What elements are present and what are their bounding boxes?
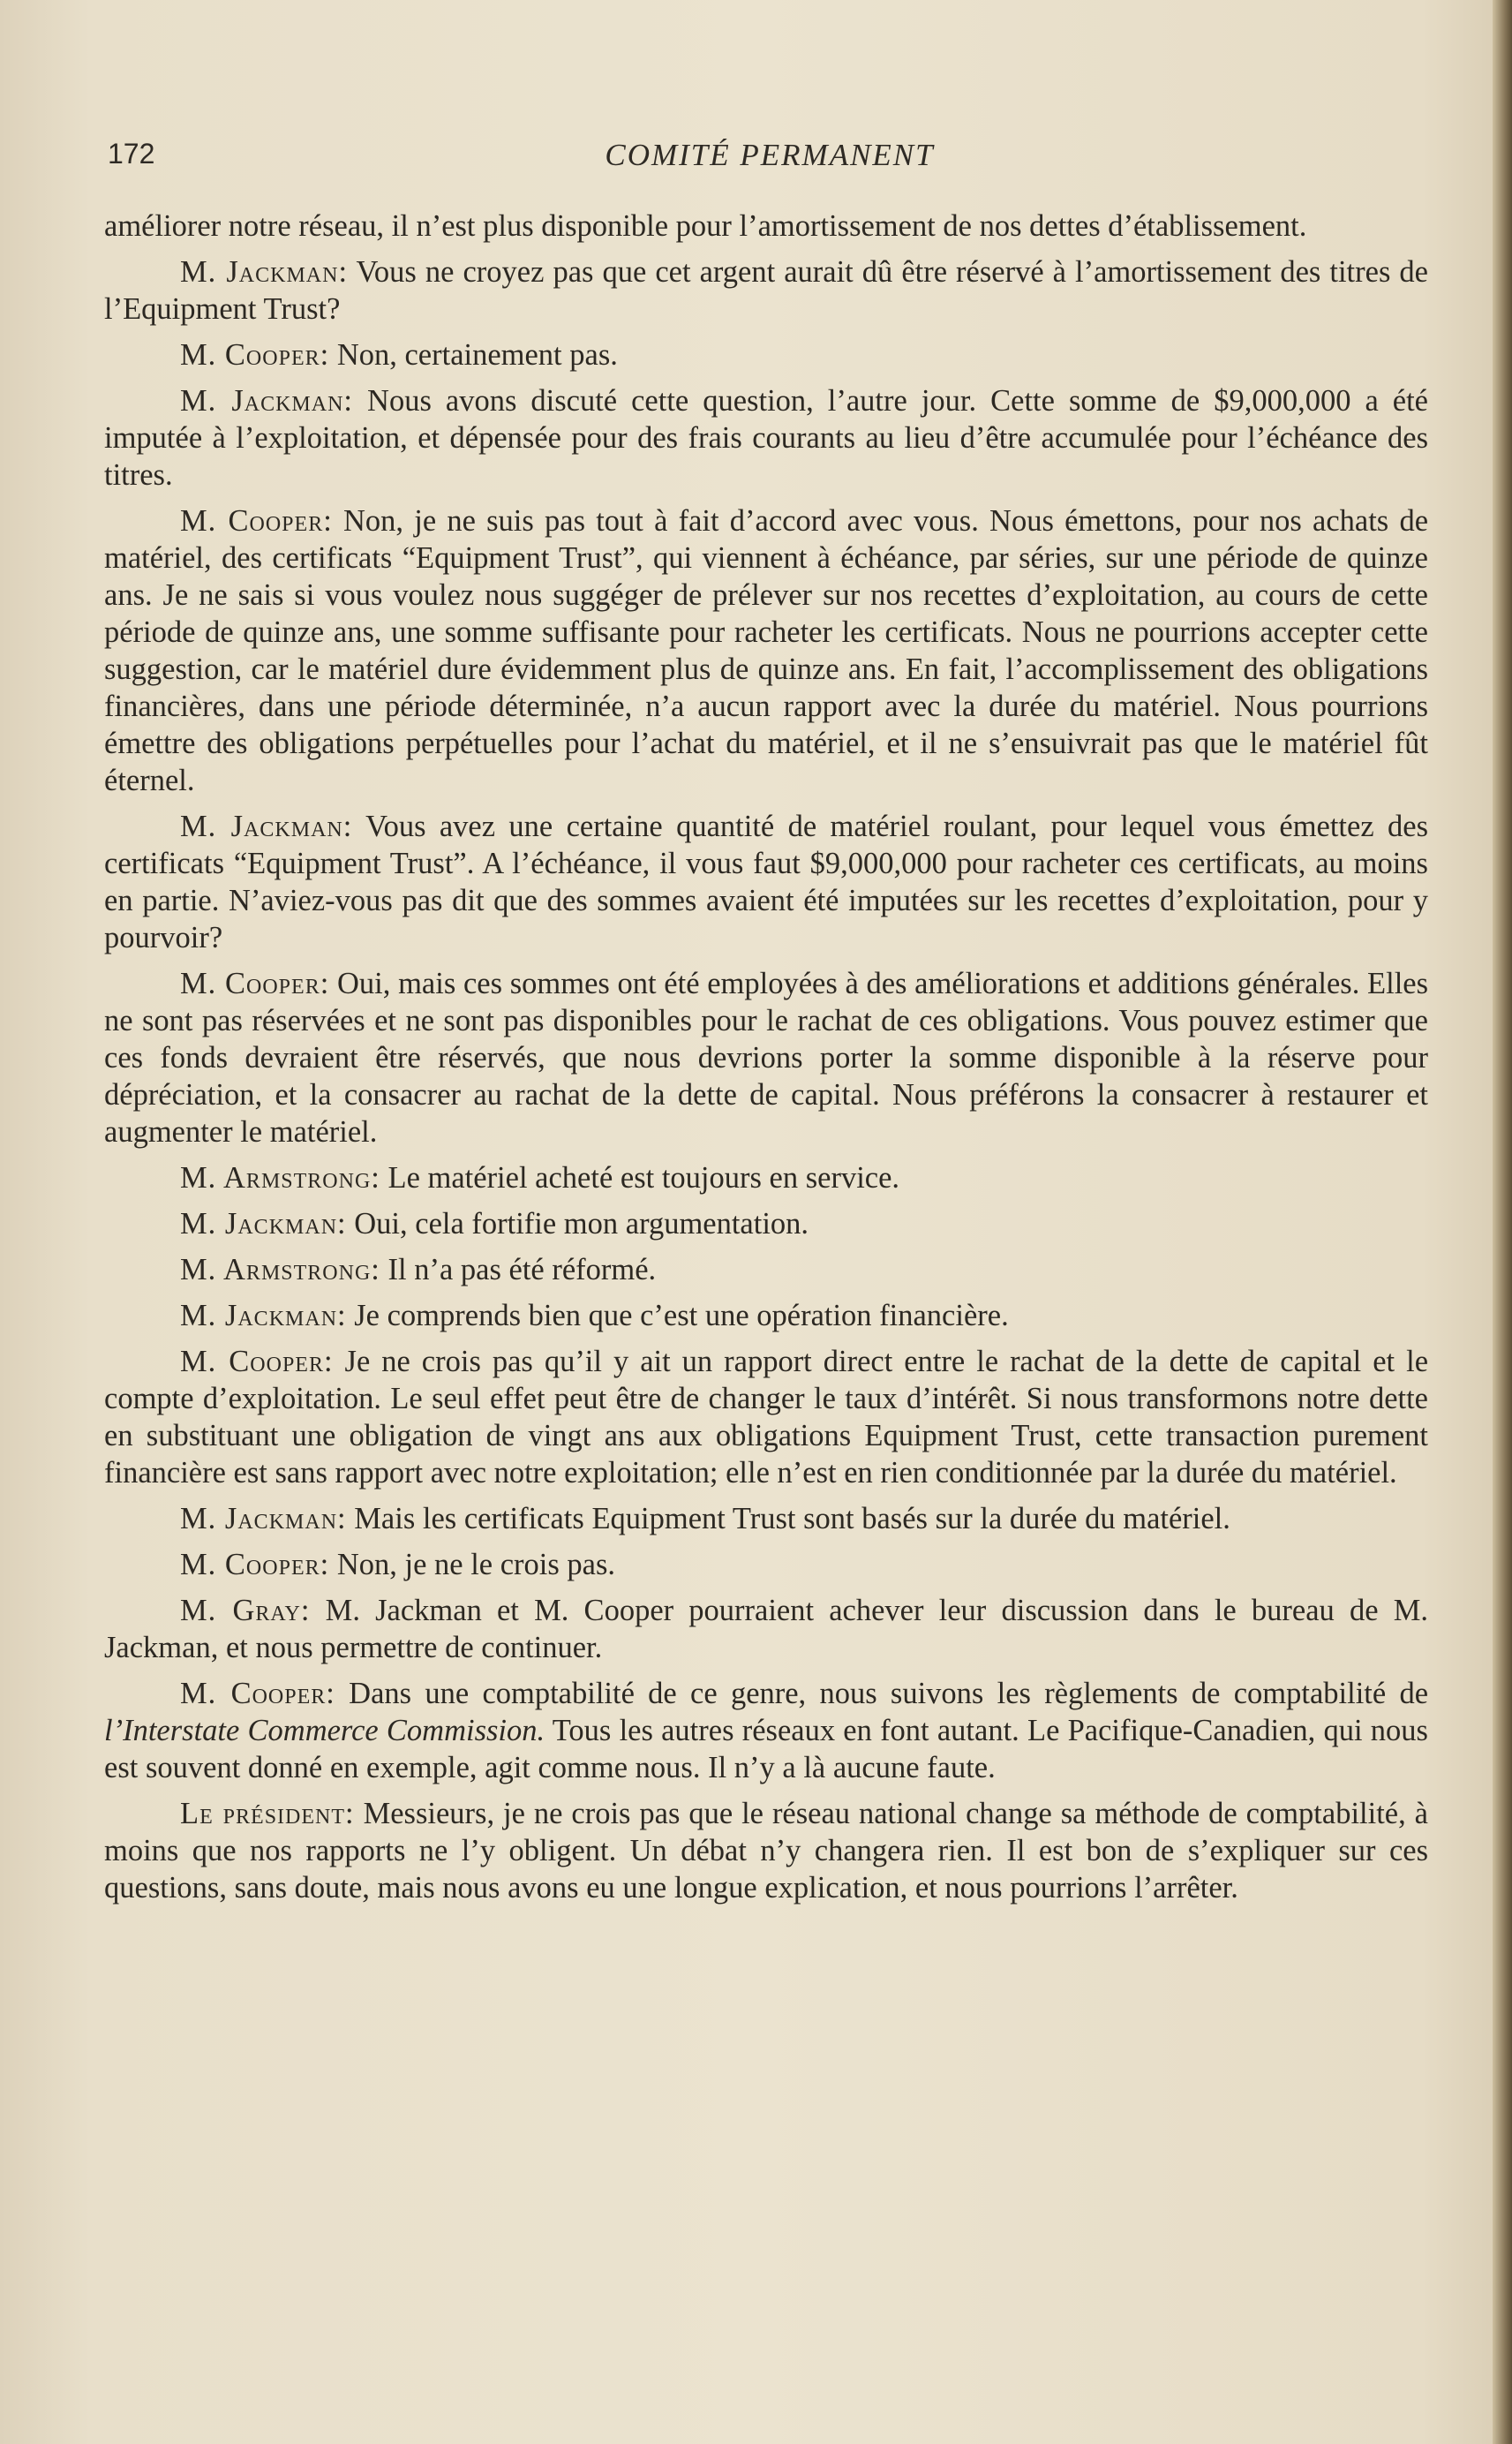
speaker-name: M. Cooper:: [180, 338, 330, 372]
page-number: 172: [108, 138, 155, 170]
paragraph: [104, 1592, 1428, 1666]
speaker-name: M. Armstrong:: [180, 1253, 380, 1286]
speaker-name: M. Cooper:: [180, 504, 333, 538]
speaker-name: M. Jackman:: [180, 1299, 347, 1332]
running-head: COMITÉ PERMANENT: [605, 138, 935, 172]
paragraph: [104, 1297, 1428, 1334]
paragraph: [104, 502, 1428, 799]
paragraph-text: Non, je ne le crois pas.: [336, 1548, 616, 1581]
speaker-name: M. Jackman:: [180, 810, 353, 843]
transcript-body: [104, 207, 1428, 1915]
paragraph-text: améliorer notre réseau, il n’est plus disponible pour l’amortissement de nos dettes d’établissement.: [104, 209, 1307, 243]
paragraph: [104, 336, 1428, 373]
paragraph-text: Je ne crois pas qu’il y ait un rapport direct entre le rachat de la dette de capital et le compte d’exploitation. Le seul effet peut être de changer le taux d’intérêt. Si nous transformons notre dette en substituant une obligation de vingt ans aux obligations Equipment Trust, cette transaction purement financière est sans rapport avec notre exploitation; elle n’est en rien conditionnée par la durée du matériel.: [104, 1345, 1429, 1490]
paragraph-text: Il n’a pas été réformé.: [387, 1253, 657, 1286]
page-edge: [1493, 0, 1512, 2444]
paragraph: [104, 1500, 1428, 1537]
speaker-name: M. Jackman:: [180, 255, 349, 289]
paragraph: [104, 1795, 1428, 1906]
paragraph-text: Oui, mais ces sommes ont été employées à des améliorations et additions générales. Elles ne sont pas réservées et ne sont pas disponibles pour le rachat de ces obligations. Vous pouvez estimer que ces fonds devraient être réservés, que nous devrions porter la somme disponible à la réserve pour dépréciation, et la consacrer au rachat de la dette de capital. Nous préférons la consacrer à restaurer et augmenter le matériel.: [104, 967, 1429, 1149]
paragraph-text: Vous ne croyez pas que cet argent aurait dû être réservé à l’amortissement des titres de l’Equipment Trust?: [104, 255, 1428, 326]
paragraph-text: Non, je ne suis pas tout à fait d’accord avec vous. Nous émettons, pour nos achats de matériel, des certificats “Equipment Trust”, qui viennent à échéance, par séries, sur une période de quinze ans. Je ne sais si vous voulez nous suggéger de prélever sur nos recettes d’exploitation, au cours de cette période de quinze ans, une somme suffisante pour racheter les certificats. Nous ne pourrions accepter cette suggestion, car le matériel dure évidemment plus de quinze ans. En fait, l’accomplissement des obligations financières, dans une période déterminée, n’a aucun rapport avec la durée du matériel. Nous pourrions émettre des obligations perpétuelles pour l’achat du matériel, et il ne s’ensuivrait pas que le matériel fût éternel.: [104, 504, 1429, 797]
speaker-name: M. Jackman:: [180, 1502, 347, 1535]
paragraph-text: Nous avons discuté cette question, l’autre jour. Cette somme de $9,000,000 a été imputée à l’exploitation, et dépensée pour des frais courants au lieu d’être accumulée pour l’échéance des titres.: [104, 384, 1428, 492]
paragraph-text: Le matériel acheté est toujours en service.: [387, 1161, 900, 1195]
speaker-name: M. Cooper:: [180, 967, 330, 1000]
paragraph: [104, 207, 1428, 245]
speaker-name: M. Cooper:: [180, 1345, 334, 1378]
paragraph: [104, 1205, 1428, 1242]
paragraph-text: Dans une comptabilité de ce genre, nous suivons les règlements de comptabilité de: [349, 1677, 1429, 1710]
paragraph-text-after: Tous les autres réseaux en font autant. Le Pacifique-Canadien, qui nous est souvent donné en exemple, agit comme nous. Il n’y a là aucune faute.: [104, 1714, 1428, 1784]
paragraph-text: Messieurs, je ne crois pas que le réseau national change sa méthode de comptabilité, à moins que nos rapports ne l’y obligent. Un débat n’y changera rien. Il est bon de s’expliquer sur ces questions, sans doute, mais nous avons eu une longue explication, et nous pourrions l’arrêter.: [104, 1797, 1428, 1905]
speaker-name: M. Armstrong:: [180, 1161, 380, 1195]
paragraph: [104, 382, 1428, 494]
paragraph: [104, 965, 1428, 1150]
paragraph: [104, 1343, 1428, 1491]
paragraph: [104, 1251, 1428, 1288]
paragraph: [104, 253, 1428, 328]
paragraph: [104, 1675, 1428, 1786]
page-header: [108, 132, 1432, 185]
paragraph-text: Non, certainement pas.: [336, 338, 618, 372]
paragraph-text: Vous avez une certaine quantité de matériel roulant, pour lequel vous émettez des certificats “Equipment Trust”. A l’échéance, il vous faut $9,000,000 pour racheter ces certificats, au moins en partie. N’aviez-vous pas dit que des sommes avaient été imputées sur les recettes d’exploitation, pour y pourvoir?: [104, 810, 1428, 954]
paragraph-text: Je comprends bien que c’est une opération financière.: [354, 1299, 1009, 1332]
speaker-name: M. Cooper:: [180, 1677, 335, 1710]
paragraph-text: Mais les certificats Equipment Trust sont basés sur la durée du matériel.: [354, 1502, 1230, 1535]
speaker-name: Le président:: [180, 1797, 355, 1830]
italic-title: l’Interstate Commerce Commission.: [104, 1714, 545, 1747]
paragraph: [104, 1159, 1428, 1196]
paragraph-text: Oui, cela fortifie mon argumentation.: [354, 1207, 809, 1241]
speaker-name: M. Gray:: [180, 1594, 311, 1627]
paragraph-text: M. Jackman et M. Cooper pourraient achever leur discussion dans le bureau de M. Jackman, et nous permettre de continuer.: [104, 1594, 1428, 1664]
paragraph: [104, 1546, 1428, 1583]
speaker-name: M. Jackman:: [180, 1207, 347, 1241]
speaker-name: M. Jackman:: [180, 384, 354, 418]
paragraph: [104, 808, 1428, 956]
speaker-name: M. Cooper:: [180, 1548, 330, 1581]
